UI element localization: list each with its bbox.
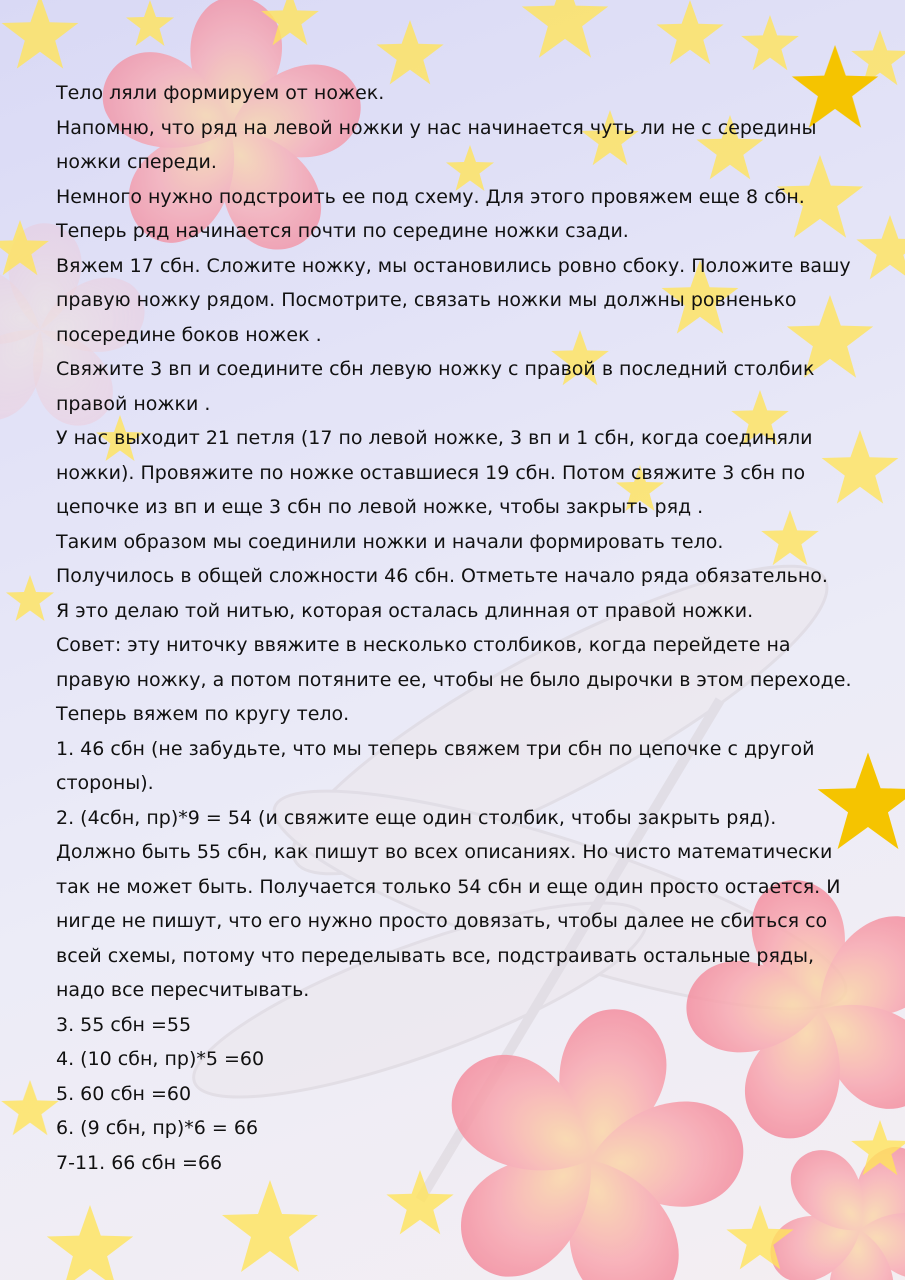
paragraph: Свяжите 3 вп и соедините сбн левую ножку с правой в последний столбик правой ножки .: [56, 358, 815, 415]
paragraph: Теперь ряд начинается почти по середине ножки сзади.: [56, 220, 629, 242]
row-instruction: 6. (9 сбн, пр)*6 = 66: [56, 1117, 259, 1139]
paragraph: Вяжем 17 сбн. Сложите ножку, мы остановились ровно сбоку. Положите вашу правую ножку рядом. Посмотрите, связать ножки мы должны ровненько посередине боков ножек .: [56, 254, 851, 346]
row-instruction: 4. (10 сбн, пр)*5 =60: [56, 1048, 265, 1070]
paragraph: Немного нужно подстроить ее под схему. Для этого провяжем еще 8 сбн.: [56, 185, 805, 208]
row-instruction: 7-11. 66 сбн =66: [56, 1151, 223, 1174]
paragraph: Тело ляли формируем от ножек.: [56, 82, 385, 104]
row-instruction: 2. (4сбн, пр)*9 = 54 (и свяжите еще один столбик, чтобы закрыть ряд).: [56, 806, 777, 829]
paragraph: Получилось в общей сложности 46 сбн. Отметьте начало ряда обязательно.: [56, 565, 828, 587]
paragraph: У нас выходит 21 петля (17 по левой ножке, 3 вп и 1 сбн, когда соединяли ножки). Провяжите по ножке оставшиеся 19 сбн. Потом свяжите 3 сбн по цепочке из вп и еще 3 сбн по левой ножке, чтобы закрыть ряд .: [56, 427, 813, 518]
paragraph: Должно быть 55 сбн, как пишут во всех описаниях. Но чисто математически так не может быть. Получается только 54 сбн и еще один просто остается. И нигде не пишут, что его нужно просто довязать, чтобы далее не сбиться со всей схемы, потому что переделывать все, подстраивать остальные ряды, надо все пересчитывать.: [56, 841, 841, 1001]
row-instruction: 1. 46 сбн (не забудьте, что мы теперь свяжем три сбн по цепочке с другой стороны).: [56, 737, 815, 794]
paragraph: Теперь вяжем по кругу тело.: [56, 703, 350, 725]
paragraph: Таким образом мы соединили ножки и начали формировать тело.: [56, 530, 724, 553]
paragraph: Совет: эту ниточку ввяжите в несколько столбиков, когда перейдете на правую ножку, а потом потяните ее, чтобы не было дырочки в этом переходе.: [56, 634, 852, 691]
row-instruction: 5. 60 сбн =60: [56, 1082, 192, 1105]
paragraph: Я это делаю той нитью, которая осталась длинная от правой ножки.: [56, 599, 754, 622]
instruction-text: [56, 76, 856, 1180]
row-instruction: 3. 55 сбн =55: [56, 1013, 192, 1036]
paragraph: Напомню, что ряд на левой ножки у нас начинается чуть ли не с середины ножки спереди.: [56, 116, 817, 173]
